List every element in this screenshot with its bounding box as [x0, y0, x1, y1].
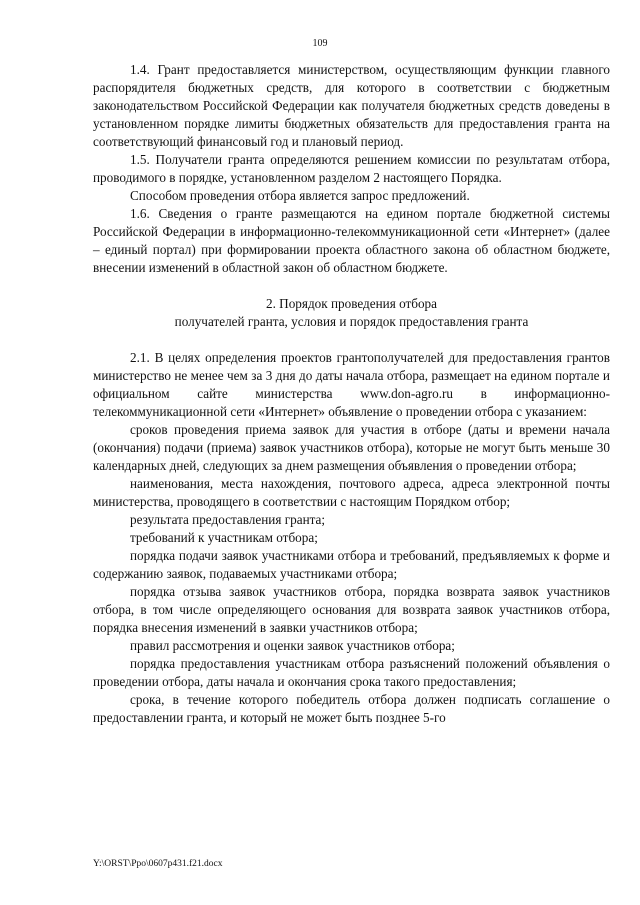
page-number: 109	[312, 38, 328, 49]
paragraph-selection-method: Способом проведения отбора является запрос предложений.	[130, 188, 470, 203]
spacer	[93, 331, 610, 349]
list-item: результата предоставления гранта;	[130, 512, 326, 527]
document-body	[93, 61, 610, 727]
file-path-footer: Y:\ORST\Ppo\0607p431.f21.docx	[93, 859, 223, 869]
paragraph-1-6: 1.6. Сведения о гранте размещаются на едином портале бюджетной системы Российской Федерации в информационно-телекоммуникационной сети «Интернет» (далее – единый портал) при формировании проекта областного закона об областном бюджете, внесении изменений в областной закон об областном бюджете.	[93, 206, 610, 275]
list-item: сроков проведения приема заявок для участия в отборе (даты и времени начала (окончания) подачи (приема) заявок участников отбора), которые не могут быть меньше 30 календарных дней, следующих за днем размещения объявления о проведении отбора;	[93, 422, 610, 473]
list-item: правил рассмотрения и оценки заявок участников отбора;	[130, 638, 455, 653]
list-item: порядка подачи заявок участниками отбора и требований, предъявляемых к форме и содержанию заявок, подаваемых участниками отбора;	[93, 548, 610, 581]
list-item: срока, в течение которого победитель отбора должен подписать соглашение о предоставлении гранта, и который не может быть позднее 5-го	[93, 692, 610, 725]
list-item: порядка отзыва заявок участников отбора, порядка возврата заявок участников отбора, в том числе определяющего основания для возврата заявок участников отбора, порядка внесения изменений в заявки участников отбора;	[93, 584, 610, 635]
list-item: порядка предоставления участникам отбора разъяснений положений объявления о проведении отбора, даты начала и окончания срока такого предоставления;	[93, 656, 610, 689]
paragraph-1-4: 1.4. Грант предоставляется министерством, осуществляющим функции главного распорядителя бюджетных средств, для которого в соответствии с бюджетным законодательством Российской Федерации как получателя бюджетных средств доведены в установленном порядке лимиты бюджетных обязательств для предоставления гранта на соответствующий финансовый год и плановый период.	[93, 62, 610, 149]
paragraph-1-5: 1.5. Получатели гранта определяются решением комиссии по результатам отбора, проводимого в порядке, установленном разделом 2 настоящего Порядка.	[93, 152, 610, 185]
section-2-heading-line-1: 2. Порядок проведения отбора	[265, 296, 438, 311]
paragraph-2-1: 2.1. В целях определения проектов грантополучателей для предоставления грантов министерство не менее чем за 3 дня до даты начала отбора, размещает на едином портале и официальном сайте министерства www.don-agro.ru в информационно-телекоммуникационной сети «Интернет» объявление о проведении отбора с указанием:	[93, 350, 610, 419]
list-item: наименования, места нахождения, почтового адреса, адреса электронной почты министерства, проводящего в соответствии с настоящим Порядком отбор;	[93, 476, 610, 509]
list-item: требований к участникам отбора;	[130, 530, 318, 545]
section-2-heading-line-2: получателей гранта, условия и порядок предоставления гранта	[174, 314, 529, 329]
spacer	[93, 277, 610, 295]
